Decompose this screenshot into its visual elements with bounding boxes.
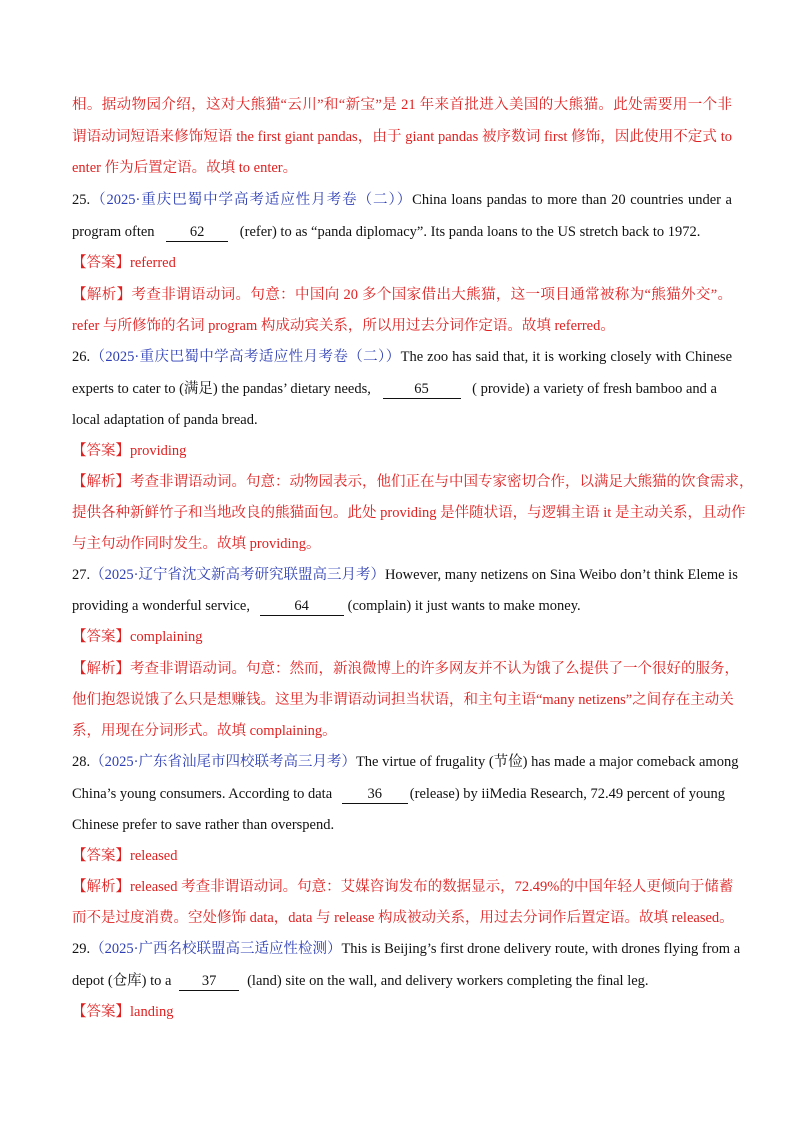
analysis-label: 【解析】: [72, 287, 132, 303]
question-26-line-1: [72, 347, 732, 367]
analysis-line: 与主句动作同时发生。故填 providing。: [72, 536, 321, 552]
question-number: 29.: [72, 941, 91, 957]
analysis-line: 相。据动物园介绍，这对大熊猫“云川”和“新宝”是 21 年来首批进入美国的大熊猫。此处需要用一个非: [72, 97, 732, 113]
answer-line: [72, 627, 732, 647]
answer-line: [72, 441, 732, 461]
question-25-line-2: program often 62 (refer) to as “panda diplomacy”. Its panda loans to the US stretch back to 1972.: [72, 224, 701, 240]
analysis-label: 【解析】: [72, 474, 130, 490]
answer-text: providing: [130, 443, 187, 459]
analysis-line: 系，用现在分词形式。故填 complaining。: [72, 723, 337, 739]
analysis-line: 他们抱怨说饿了么只是想赚钱。这里为非谓语动词担当状语，和主句主语“many netizens”之间存在主动关: [72, 692, 734, 708]
answer-text: landing: [130, 1004, 174, 1020]
answer-label: 【答案】: [72, 1004, 130, 1020]
answer-text: released: [130, 848, 178, 864]
analysis-line: 提供各种新鲜竹子和当地改良的熊猫面包。此处 providing 是伴随状语，与逻辑主语 it 是主动关系，且动作: [72, 505, 746, 521]
question-number: 27.: [72, 567, 91, 583]
analysis-line: 谓语动词短语来修饰短语 the first giant pandas，由于 giant pandas 被序数词 first 修饰，因此使用不定式 to: [72, 129, 732, 145]
question-text: However, many netizens on Sina Weibo don’t think Eleme is: [384, 567, 738, 583]
question-26-line-3: local adaptation of panda bread.: [72, 412, 258, 428]
analysis-line: 【解析】考查非谓语动词。句意：中国向 20 多个国家借出大熊猫，这一项目通常被称为“熊猫外交”。: [72, 287, 733, 303]
question-28-line-3: Chinese prefer to save rather than overspend.: [72, 817, 335, 833]
question-text: This is Beijing’s first drone delivery route, with drones flying from a: [341, 941, 741, 957]
question-25-line-1: [72, 190, 732, 210]
question-number: 26.: [72, 349, 91, 365]
question-27-line-2: providing a wonderful service, 64 (complain) it just wants to make money.: [72, 598, 581, 614]
answer-blank: 36: [342, 785, 408, 804]
answer-blank: 64: [260, 597, 344, 616]
question-source: （2025·辽宁省沈文新高考研究联盟高三月考）: [90, 567, 385, 583]
question-text: China loans pandas to more than 20 countries under a: [412, 192, 732, 208]
answer-label: 【答案】: [72, 443, 130, 459]
analysis-line: 【解析】考查非谓语动词。句意：然而，新浪微博上的许多网友并不认为饿了么提供了一个很好的服务，: [72, 661, 739, 677]
answer-blank: 37: [179, 972, 239, 991]
question-28-line-1: [72, 752, 739, 772]
answer-label: 【答案】: [72, 848, 130, 864]
answer-line: [72, 253, 732, 273]
answer-line: [72, 846, 732, 866]
question-source: （2025·广西名校联盟高三适应性检测）: [90, 941, 342, 957]
analysis-line: refer 与所修饰的名词 program 构成动宾关系，所以用过去分词作定语。故填 referred。: [72, 318, 615, 334]
analysis-label: 【解析】: [72, 879, 130, 895]
question-29-line-2: depot (仓库) to a 37 (land) site on the wall, and delivery workers completing the final leg.: [72, 973, 649, 989]
answer-text: complaining: [130, 629, 203, 645]
question-text: The zoo has said that, it is working closely with Chinese: [400, 349, 733, 365]
question-28-line-2: China’s young consumers. According to data 36 (release) by iiMedia Research, 72.49 percent of young: [72, 786, 726, 802]
answer-text: referred: [130, 255, 176, 271]
question-source: （2025·重庆巴蜀中学高考适应性月考卷（二））: [90, 192, 413, 208]
question-source: （2025·广东省汕尾市四校联考高三月考）: [90, 754, 356, 770]
analysis-line: 【解析】考查非谓语动词。句意：动物园表示，他们正在与中国专家密切合作，以满足大熊猫的饮食需求，: [72, 474, 754, 490]
analysis-line: 而不是过度消费。空处修饰 data，data 与 release 构成被动关系，用过去分词作后置定语。故填 released。: [72, 910, 734, 926]
analysis-label: 【解析】: [72, 661, 130, 677]
question-text: The virtue of frugality (节俭) has made a major comeback among: [355, 754, 739, 770]
question-source: （2025·重庆巴蜀中学高考适应性月考卷（二））: [90, 349, 401, 365]
question-number: 28.: [72, 754, 91, 770]
answer-blank: 65: [383, 380, 461, 399]
analysis-line: enter 作为后置定语。故填 to enter。: [72, 160, 298, 176]
analysis-line: 【解析】released 考查非谓语动词。句意：艾媒咨询发布的数据显示，72.49%的中国年轻人更倾向于储蓄: [72, 879, 734, 895]
question-26-line-2: experts to cater to (满足) the pandas’ dietary needs, 65 ( provide) a variety of fresh bamboo and a: [72, 381, 717, 397]
answer-blank: 62: [166, 223, 228, 242]
question-number: 25.: [72, 192, 91, 208]
answer-label: 【答案】: [72, 255, 130, 271]
answer-label: 【答案】: [72, 629, 130, 645]
question-29-line-1: [72, 939, 741, 959]
question-27-line-1: [72, 565, 738, 585]
answer-line: [72, 1002, 732, 1022]
